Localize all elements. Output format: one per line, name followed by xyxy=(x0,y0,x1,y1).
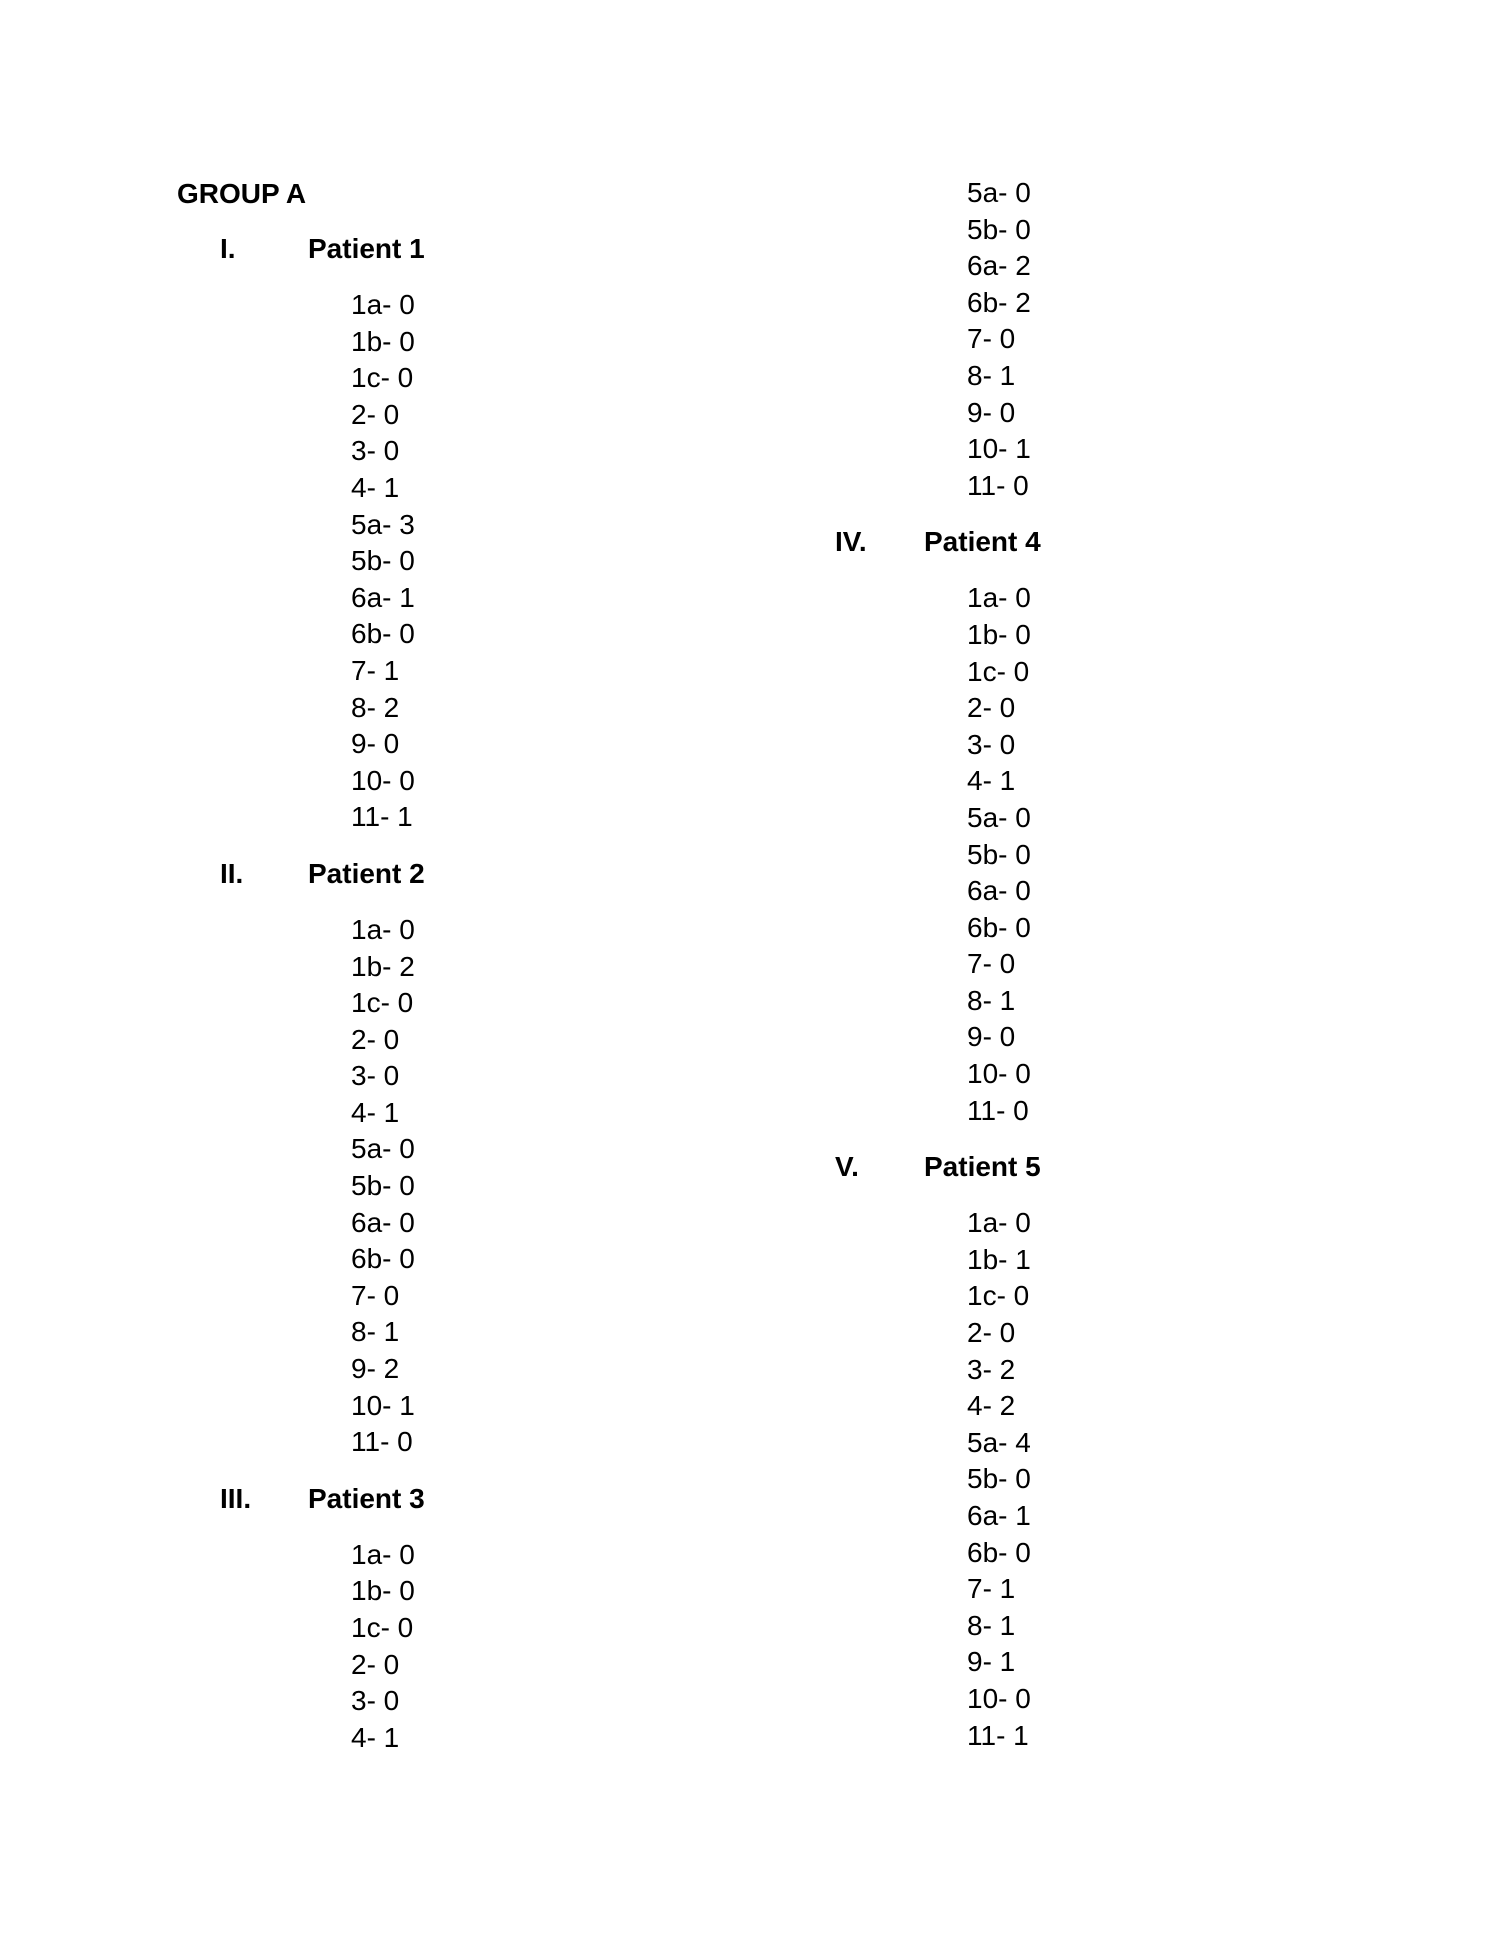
score-item: 9- 2 xyxy=(351,1353,400,1385)
score-item: 11- 0 xyxy=(967,1094,1029,1126)
score-item: 6b- 0 xyxy=(967,1536,1031,1568)
score-item: 7- 1 xyxy=(351,654,400,686)
score-item: 3- 0 xyxy=(351,435,400,467)
score-item: 10- 1 xyxy=(967,433,1031,465)
section-numeral: III. xyxy=(220,1482,252,1514)
score-item: 1c- 0 xyxy=(967,1280,1030,1312)
score-item: 2- 0 xyxy=(967,1317,1016,1349)
score-item: 2- 0 xyxy=(967,692,1016,724)
score-item: 1b- 0 xyxy=(967,618,1031,650)
score-item: 3- 0 xyxy=(351,1685,400,1717)
score-item: 6b- 0 xyxy=(351,618,415,650)
patient-section-3-continued xyxy=(0,175,1031,504)
score-item: 4- 1 xyxy=(967,765,1016,797)
score-item: 2- 0 xyxy=(351,1648,400,1680)
score-item: 5a- 4 xyxy=(967,1426,1031,1458)
score-item: 2- 0 xyxy=(351,1023,400,1055)
score-item: 1c- 0 xyxy=(351,987,414,1019)
group-title: GROUP A xyxy=(177,178,307,209)
score-item: 9- 1 xyxy=(967,1646,1016,1678)
score-item: 5b- 0 xyxy=(351,1170,415,1202)
patient-heading xyxy=(0,524,1041,560)
score-item: 7- 1 xyxy=(967,1573,1016,1605)
score-item: 7- 0 xyxy=(967,323,1016,355)
score-item: 1c- 0 xyxy=(351,362,414,394)
patient-name: Patient 4 xyxy=(924,526,1041,558)
score-item: 3- 0 xyxy=(351,1060,400,1092)
patient-name: Patient 2 xyxy=(308,857,425,889)
patient-heading xyxy=(0,1149,1041,1185)
score-item: 6a- 1 xyxy=(967,1500,1031,1531)
score-item: 1a- 0 xyxy=(351,913,415,945)
score-item: 5b- 0 xyxy=(351,545,415,577)
score-item: 2- 0 xyxy=(351,398,400,430)
score-item: 5a- 0 xyxy=(967,801,1031,833)
score-item: 5b- 0 xyxy=(967,838,1031,870)
score-item: 1a- 0 xyxy=(967,582,1031,614)
score-item: 9- 0 xyxy=(351,728,400,760)
score-item: 8- 1 xyxy=(351,1316,400,1348)
patient-section-4 xyxy=(0,524,1041,1129)
right-column xyxy=(0,175,1041,1754)
score-item: 1b- 2 xyxy=(351,950,415,982)
score-item: 6b- 0 xyxy=(351,1243,415,1275)
score-item: 9- 0 xyxy=(967,396,1016,428)
score-item: 6a- 0 xyxy=(967,875,1031,907)
score-item: 4- 2 xyxy=(967,1390,1016,1422)
score-item: 1a- 0 xyxy=(967,1207,1031,1239)
section-numeral: IV. xyxy=(835,526,867,558)
score-item: 1b- 1 xyxy=(967,1243,1031,1275)
score-item: 11- 0 xyxy=(351,1426,413,1458)
score-item: 5a- 0 xyxy=(967,177,1031,208)
score-item: 1b- 0 xyxy=(351,1575,415,1607)
score-item: 7- 0 xyxy=(351,1279,400,1311)
score-item: 10- 0 xyxy=(967,1682,1031,1714)
score-item: 10- 0 xyxy=(967,1058,1031,1090)
score-item: 1a- 0 xyxy=(351,1538,415,1570)
score-item: 1b- 0 xyxy=(351,325,415,357)
score-item: 8- 1 xyxy=(967,1609,1016,1641)
score-item: 6a- 2 xyxy=(967,250,1031,282)
score-item: 7- 0 xyxy=(967,948,1016,980)
score-item: 1c- 0 xyxy=(967,655,1030,687)
section-numeral: V. xyxy=(835,1151,859,1183)
score-item: 5a- 3 xyxy=(351,508,415,540)
score-item: 4- 1 xyxy=(351,1096,400,1128)
score-item: 11- 1 xyxy=(351,801,413,833)
score-item: 8- 2 xyxy=(351,691,400,723)
score-item: 10- 1 xyxy=(351,1389,415,1421)
score-list xyxy=(0,580,1031,1129)
patient-name: Patient 5 xyxy=(924,1151,1041,1183)
patient-name: Patient 1 xyxy=(308,233,425,264)
score-item: 11- 0 xyxy=(967,469,1029,501)
section-numeral: I. xyxy=(220,233,236,264)
score-item: 3- 2 xyxy=(967,1353,1016,1385)
score-item: 9- 0 xyxy=(967,1021,1016,1053)
score-item: 6b- 2 xyxy=(967,286,1031,318)
score-item: 6b- 0 xyxy=(967,911,1031,943)
score-item: 4- 1 xyxy=(351,471,400,503)
score-item: 5b- 0 xyxy=(967,1463,1031,1495)
patient-name: Patient 3 xyxy=(308,1482,425,1514)
score-item: 10- 0 xyxy=(351,764,415,796)
score-item: 1a- 0 xyxy=(351,289,415,320)
score-item: 8- 1 xyxy=(967,359,1016,391)
score-item: 6a- 0 xyxy=(351,1206,415,1238)
score-item: 5a- 0 xyxy=(351,1133,415,1165)
score-list xyxy=(0,175,1031,504)
patient-section-5 xyxy=(0,1149,1041,1754)
score-item: 8- 1 xyxy=(967,984,1016,1016)
score-item: 3- 0 xyxy=(967,728,1016,760)
section-numeral: II. xyxy=(220,857,244,889)
score-list xyxy=(0,1205,1031,1754)
score-item: 5b- 0 xyxy=(967,213,1031,245)
score-item: 11- 1 xyxy=(967,1719,1029,1751)
score-item: 4- 1 xyxy=(351,1721,400,1753)
score-item: 1c- 0 xyxy=(351,1612,414,1643)
score-item: 6a- 1 xyxy=(351,581,415,613)
